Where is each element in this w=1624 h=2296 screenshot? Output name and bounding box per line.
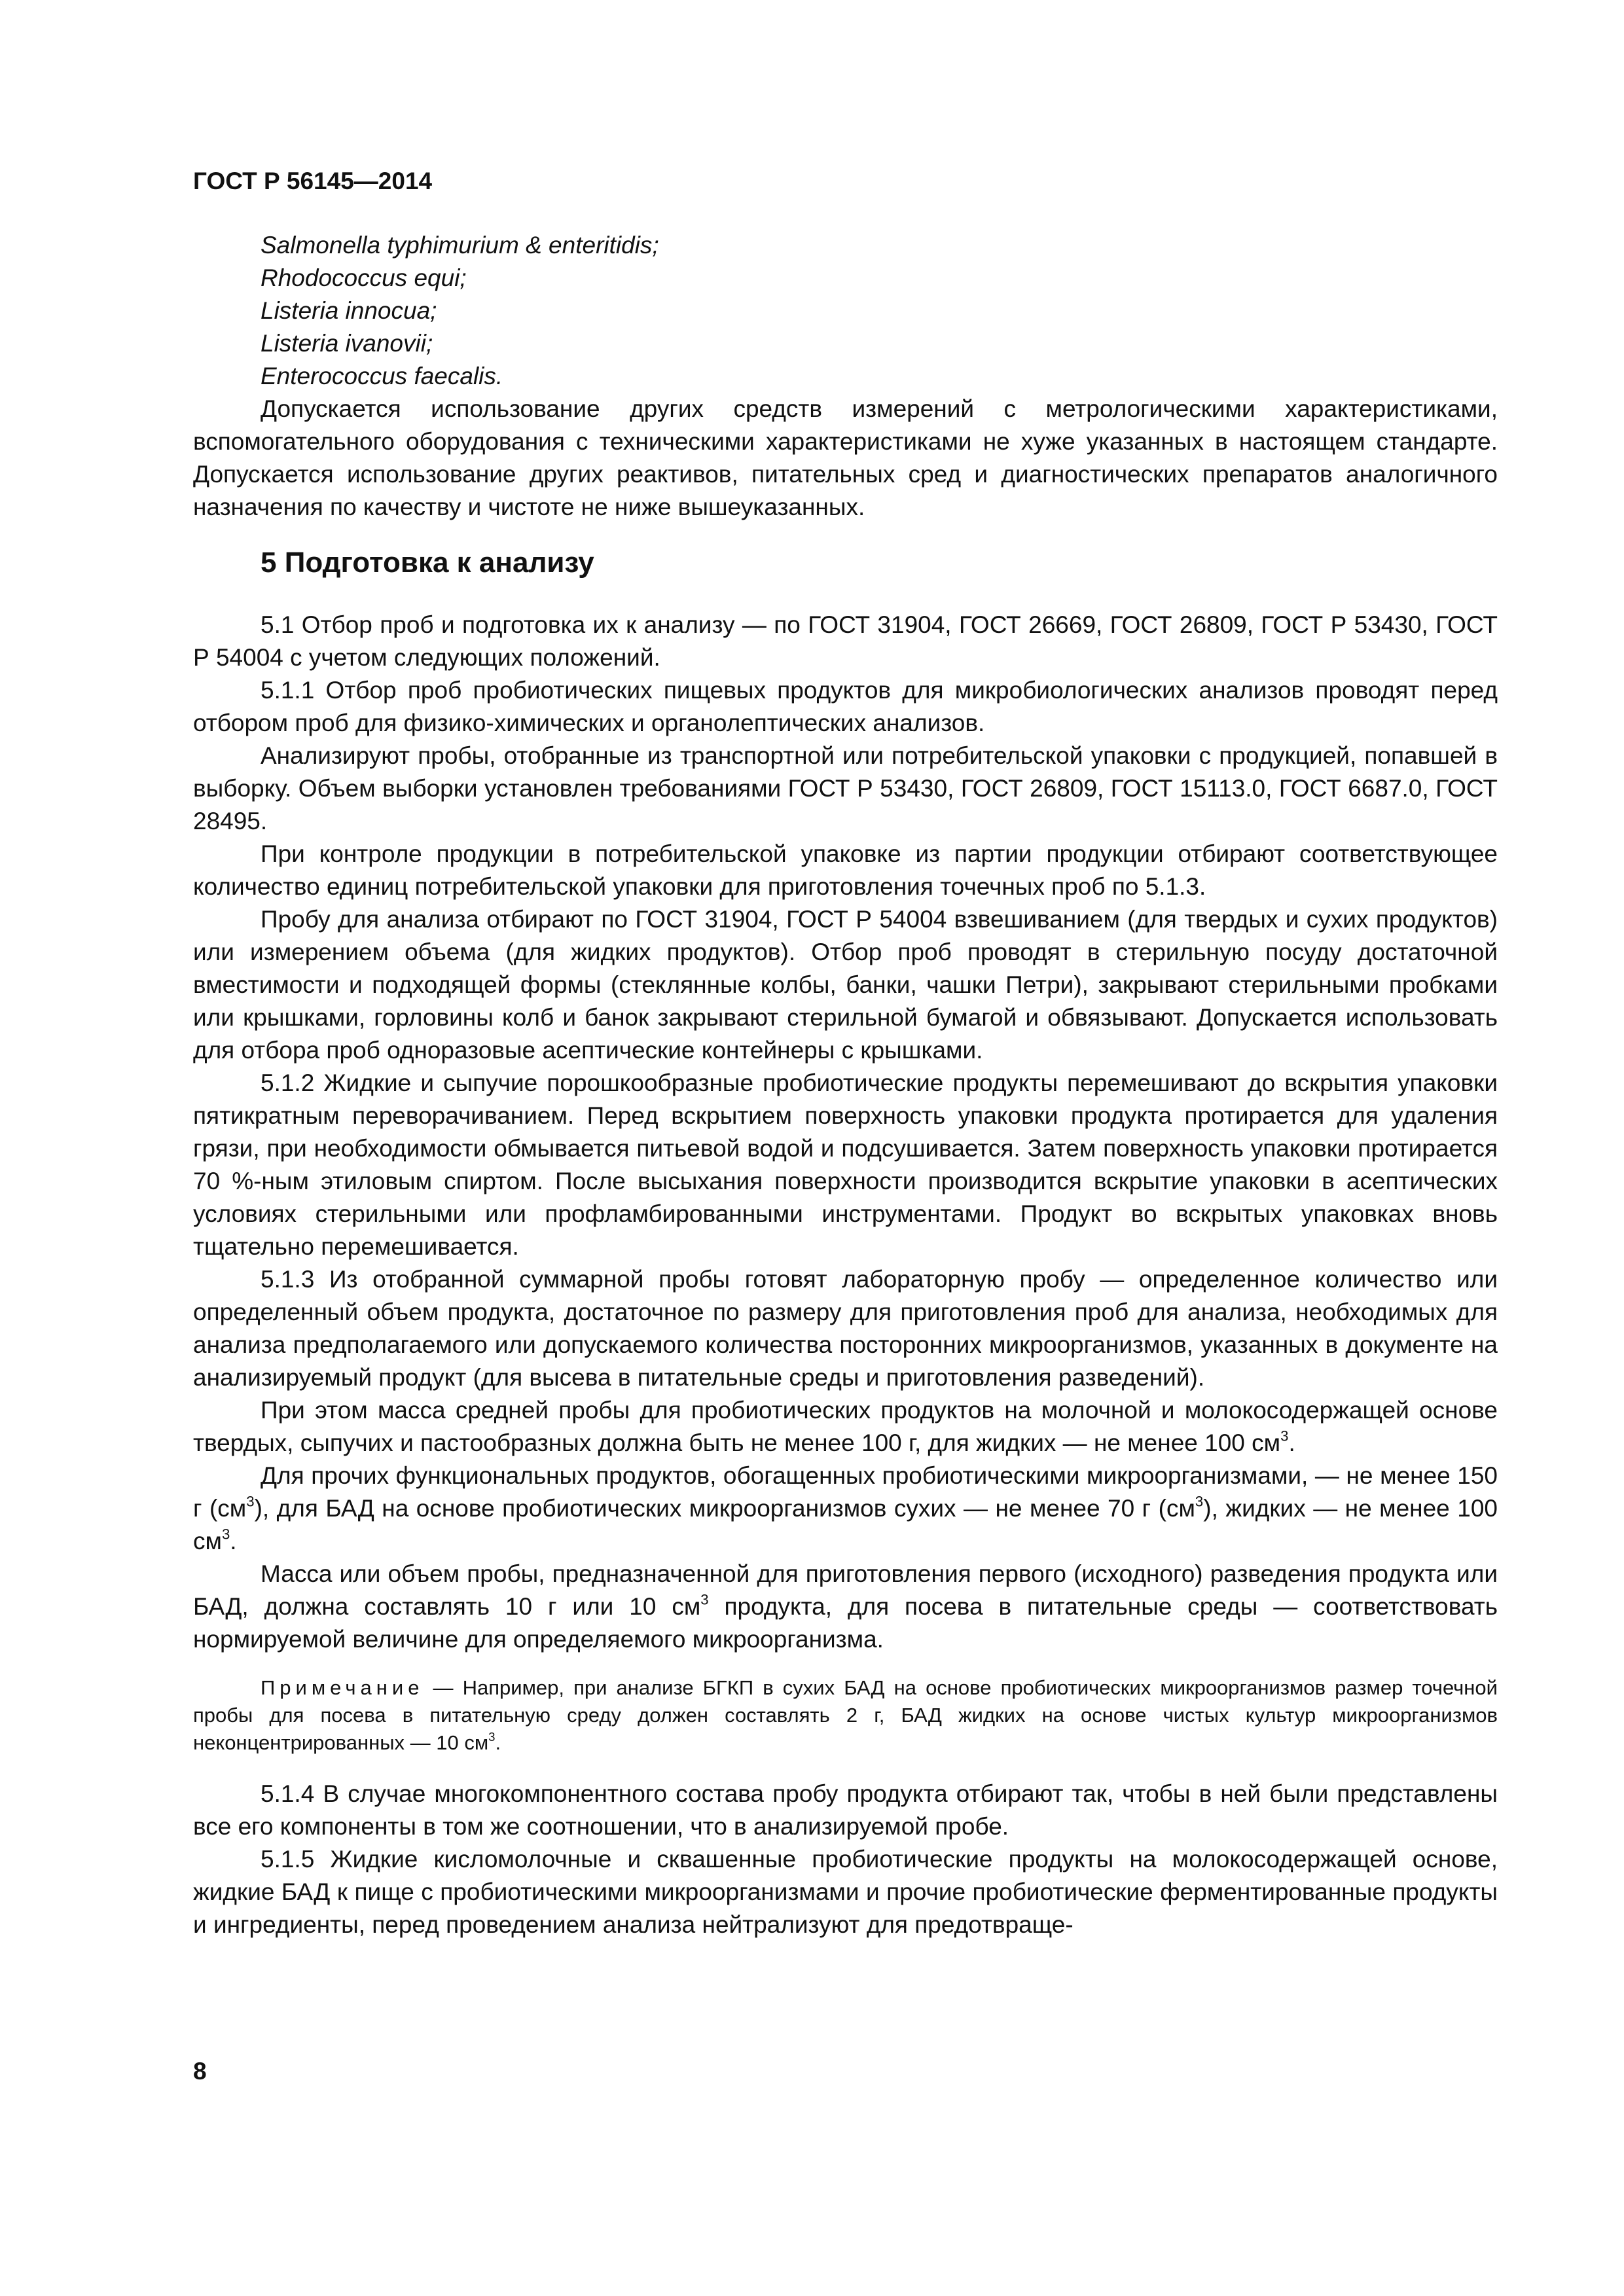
paragraph-first-dilution: [193, 1558, 1498, 1656]
note-label: Примечание: [261, 1676, 424, 1699]
superscript: 3: [488, 1729, 496, 1744]
paragraph-5-1-2: 5.1.2 Жидкие и сыпучие порошкообразные пробиотические продукты перемешивают до вскрытия упаковки пятикратным переворачиванием. Перед вскрытием поверхность упаковки продукта протирается для удаления грязи, при необходимости обмывается питьевой водой и подсушивается. Затем поверхность упаковки протирается 70 %-ным этиловым спиртом. После высыхания поверхности производится вскрытие упаковки в асептических условиях стерильными или профламбированными инструментами. Продукт во вскрытых упаковках вновь тщательно перемешивается.: [193, 1069, 1498, 1260]
page-number: 8: [193, 2058, 207, 2085]
text-run: .: [495, 1731, 501, 1754]
text-run: Масса или объем пробы, предназначенной для приготовления первого (исходного) разведения продукта или БАД, должна составлять 10 г или 10 см: [193, 1560, 1498, 1620]
text-run: ), жидких — не менее 100 см: [193, 1495, 1498, 1554]
paragraph-5-1: 5.1 Отбор проб и подготовка их к анализу — по ГОСТ 31904, ГОСТ 26669, ГОСТ 26809, ГОСТ Р 53430, ГОСТ Р 54004 с учетом следующих положений.: [193, 611, 1498, 671]
species-item: Enterococcus faecalis.: [261, 363, 503, 389]
species-item: Salmonella typhimurium & enteritidis;: [261, 232, 659, 259]
text-run: .: [1288, 1429, 1295, 1456]
species-item: Listeria innocua;: [261, 297, 437, 324]
superscript: 3: [700, 1591, 709, 1608]
paragraph-other-products: [193, 1460, 1498, 1558]
paragraph-mass: [193, 1394, 1498, 1460]
paragraph-5-1-3: 5.1.3 Из отобранной суммарной пробы готовят лабораторную пробу — определенное количество или определенный объем продукта, достаточное по размеру для приготовления проб для анализа, необходимых для анализа предполагаемого или допускаемого количества посторонних микроорганизмов, указанных в документе на анализируемый продукт (для высева в питательные среды и приготовления разведений).: [193, 1266, 1498, 1391]
superscript: 3: [246, 1493, 255, 1510]
paragraph-5-1-4: 5.1.4 В случае многокомпонентного состава пробу продукта отбирают так, чтобы в ней были представлены все его компоненты в том же соотношении, что в анализируемой пробе.: [193, 1780, 1498, 1840]
text-run: продукта, для посева в питательные среды — соответствовать нормируемой величине для определяемого микроорганизма.: [193, 1593, 1498, 1653]
text-run: ), для БАД на основе пробиотических микроорганизмов сухих — не менее 70 г (см: [254, 1495, 1195, 1522]
text-run: .: [230, 1528, 237, 1554]
note: [193, 1674, 1498, 1757]
section-title: 5 Подготовка к анализу: [261, 547, 594, 579]
text-run: — Например, при анализе БГКП в сухих БАД на основе пробиотических микроорганизмов размер точечной пробы для посева в питательную среду должен составлять 2 г, БАД жидких на основе чистых культур микроорганизмов неконцентрированных — 10 см: [193, 1676, 1498, 1754]
superscript: 3: [1195, 1493, 1204, 1510]
superscript: 3: [1280, 1427, 1289, 1444]
paragraph-sample: Пробу для анализа отбирают по ГОСТ 31904, ГОСТ Р 54004 взвешиванием (для твердых и сухих продуктов) или измерением объема (для жидких продуктов). Отбор проб проводят в стерильную посуду достаточной вместимости и подходящей формы (стеклянные колбы, банки, чашки Петри), закрывают стерильными пробками или крышками, горловины колб и банок закрывают стерильной бумагой и обвязывают. Допускается использовать для отбора проб одноразовые асептические контейнеры с крышками.: [193, 906, 1498, 1064]
document-body: [193, 229, 1498, 1941]
superscript: 3: [221, 1526, 230, 1543]
paragraph-5-1-1: 5.1.1 Отбор проб пробиотических пищевых продуктов для микробиологических анализов проводят перед отбором проб для физико-химических и органолептических анализов.: [193, 677, 1498, 736]
text-run: Для прочих функциональных продуктов, обогащенных пробиотическими микроорганизмами, — не менее 150 г (см: [193, 1462, 1498, 1522]
species-item: Rhodococcus equi;: [261, 264, 467, 291]
paragraph-5-1-5: 5.1.5 Жидкие кисломолочные и сквашенные пробиотические продукты на молокосодержащей основе, жидкие БАД к пище с пробиотическими микроорганизмами и прочие пробиотические ферментированные продукты и ингредиенты, перед проведением анализа нейтрализуют для предотвраще-: [193, 1846, 1498, 1938]
document-header: ГОСТ Р 56145—2014: [193, 168, 433, 194]
paragraph-analyze: Анализируют пробы, отобранные из транспортной или потребительской упаковки с продукцией, попавшей в выборку. Объем выборки установлен требованиями ГОСТ Р 53430, ГОСТ 26809, ГОСТ 15113.0, ГОСТ 6687.0, ГОСТ 28495.: [193, 742, 1498, 834]
species-item: Listeria ivanovii;: [261, 330, 433, 357]
paragraph-allowance: Допускается использование других средств измерений с метрологическими характеристиками, вспомогательного оборудования с техническими характеристиками не хуже указанных в настоящем стандарте. Допускается использование других реактивов, питательных сред и диагностических препаратов аналогичного назначения по качеству и чистоте не ниже вышеуказанных.: [193, 395, 1498, 520]
species-list: [193, 229, 1498, 393]
paragraph-control: При контроле продукции в потребительской упаковке из партии продукции отбирают соответствующее количество единиц потребительской упаковки для приготовления точечных проб по 5.1.3.: [193, 840, 1498, 900]
text-run: При этом масса средней пробы для пробиотических продуктов на молочной и молокосодержащей основе твердых, сыпучих и пастообразных должна быть не менее 100 г, для жидких — не менее 100 см: [193, 1397, 1498, 1456]
